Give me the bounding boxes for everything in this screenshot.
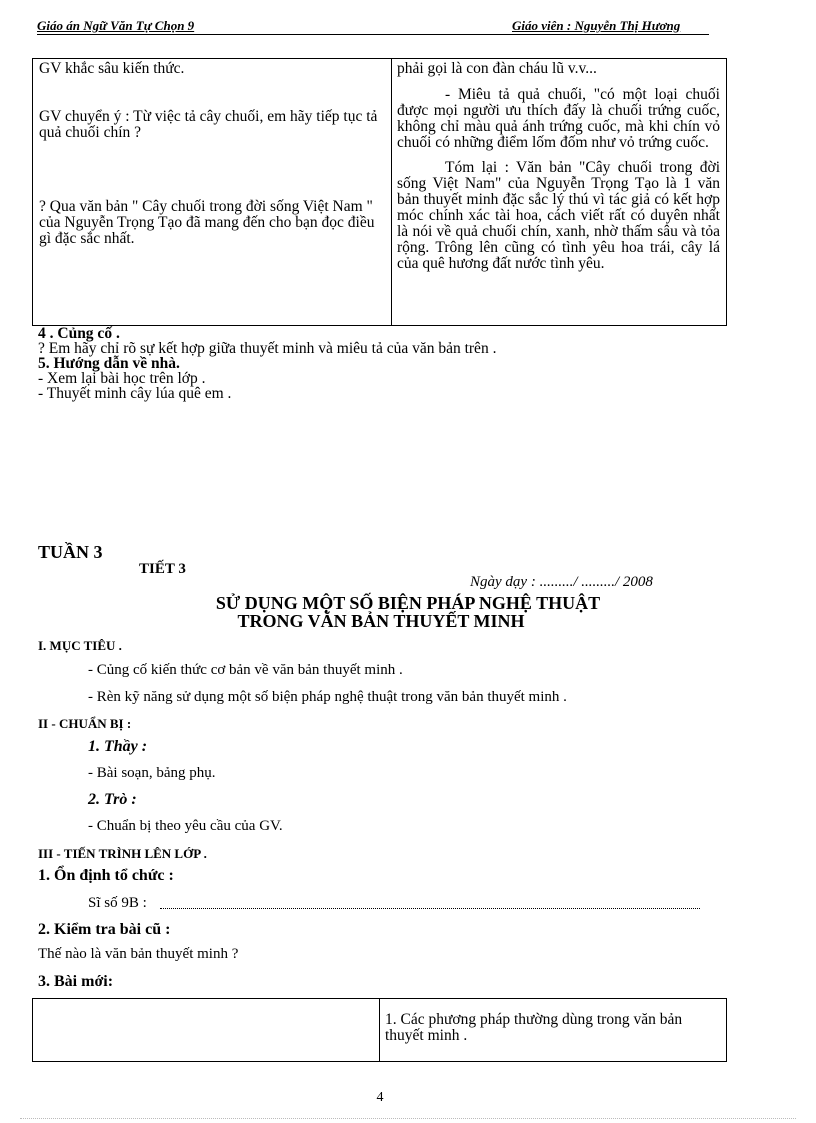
header-rule xyxy=(37,34,709,35)
teaching-date: Ngày dạy : ........./ ........./ 2008 xyxy=(470,574,653,590)
attendance-label: Sĩ số 9B : xyxy=(88,895,147,911)
header-left: Giáo án Ngữ Văn Tự Chọn 9 xyxy=(37,18,195,33)
header-right: Giáo viên : Nguyễn Thị Hương xyxy=(512,18,681,33)
teacher-prep-item: - Bài soạn, bảng phụ. xyxy=(88,765,216,781)
content-1: phải gọi là con đàn cháu lũ v.v... xyxy=(397,60,597,77)
method-item: 1. Các phương pháp thường dùng trong văn bản thuyết minh . xyxy=(385,1011,683,1044)
week-label: TUẦN 3 xyxy=(38,542,103,562)
teacher-prep-label: 1. Thầy : xyxy=(88,738,148,755)
attendance-blank xyxy=(160,896,700,909)
teacher-note-2: GV chuyển ý : Từ việc tả cây chuối, em hãy tiếp tục tả quả chuối chín ? xyxy=(39,108,378,141)
huongdan-line-2: - Thuyết minh cây lúa quê em . xyxy=(38,385,232,402)
huongdan-line-1: - Xem lại bài học trên lớp . xyxy=(38,370,206,387)
objective-2: - Rèn kỹ năng sử dụng một số biện pháp nghệ thuật trong văn bản thuyết minh . xyxy=(88,689,567,705)
activity-table xyxy=(32,58,727,326)
lesson-title-1: SỬ DỤNG MỘT SỐ BIỆN PHÁP NGHỆ THUẬT xyxy=(215,593,601,613)
objectives-heading: I. MỤC TIÊU . xyxy=(38,638,122,653)
review-heading: 2. Kiểm tra bài cũ : xyxy=(38,921,171,938)
teacher-question: ? Qua văn bản " Cây chuối trong đời sống Việt Nam " của Nguyễn Trọng Tạo đã mang đến cho bạn đọc điều gì đặc sắc nhất. xyxy=(39,198,375,247)
huongdan-heading: 5. Hướng dẫn về nhà. xyxy=(38,355,180,372)
review-question: Thế nào là văn bản thuyết minh ? xyxy=(38,946,239,962)
student-prep-item: - Chuẩn bị theo yêu cầu của GV. xyxy=(88,818,283,834)
lesson-table xyxy=(32,998,727,1062)
teacher-note-1: GV khắc sâu kiến thức. xyxy=(39,60,185,77)
lesson-title-2: TRONG VĂN BẢN THUYẾT MINH xyxy=(237,611,525,631)
new-lesson-heading: 3. Bài mới: xyxy=(38,973,114,990)
page-number: 4 xyxy=(376,1090,384,1105)
cungco-heading: 4 . Củng cố . xyxy=(38,325,120,342)
objective-1: - Củng cố kiến thức cơ bản về văn bản thuyết minh . xyxy=(88,662,403,678)
content-column xyxy=(392,59,727,326)
lesson-table-left xyxy=(33,999,380,1062)
procedure-heading: III - TIẾN TRÌNH LÊN LỚP . xyxy=(38,846,207,861)
content-3: Tóm lại : Văn bản "Cây chuối trong đời sống Việt Nam" của Nguyễn Trọng Tạo là 1 văn bản thuyết minh đặc sắc lý thú vì tác giả có kết hợp móc chính xác tài hoa, cách viết rất có duyên nhất là nói về quả chuối chín, xanh, nhờ thấm sâu và tỏa rộng. Trông lên cũng có tình yêu hoa trái, cây lá của quê hương đất nước tình yêu. xyxy=(397,159,720,272)
preparation-heading: II - CHUẨN BỊ : xyxy=(38,716,132,731)
page-bottom-rule xyxy=(20,1118,796,1119)
teacher-column xyxy=(33,59,392,326)
lesson-number: TIẾT 3 xyxy=(139,561,186,577)
student-prep-label: 2. Trò : xyxy=(88,791,137,808)
cungco-line: ? Em hãy chỉ rõ sự kết hợp giữa thuyết minh và miêu tả của văn bản trên . xyxy=(38,340,497,357)
content-2: - Miêu tả quả chuối, "có một loại chuối được mọi người ưu thích đấy là chuối trứng cuốc, không chỉ màu quả ánh trứng cuốc, mà khi chín vỏ chuối có những điểm lốm đốm như vỏ trứng cuốc. xyxy=(397,86,720,151)
class-organization: 1. Ổn định tổ chức : xyxy=(38,867,174,884)
lesson-table-right xyxy=(380,999,727,1062)
